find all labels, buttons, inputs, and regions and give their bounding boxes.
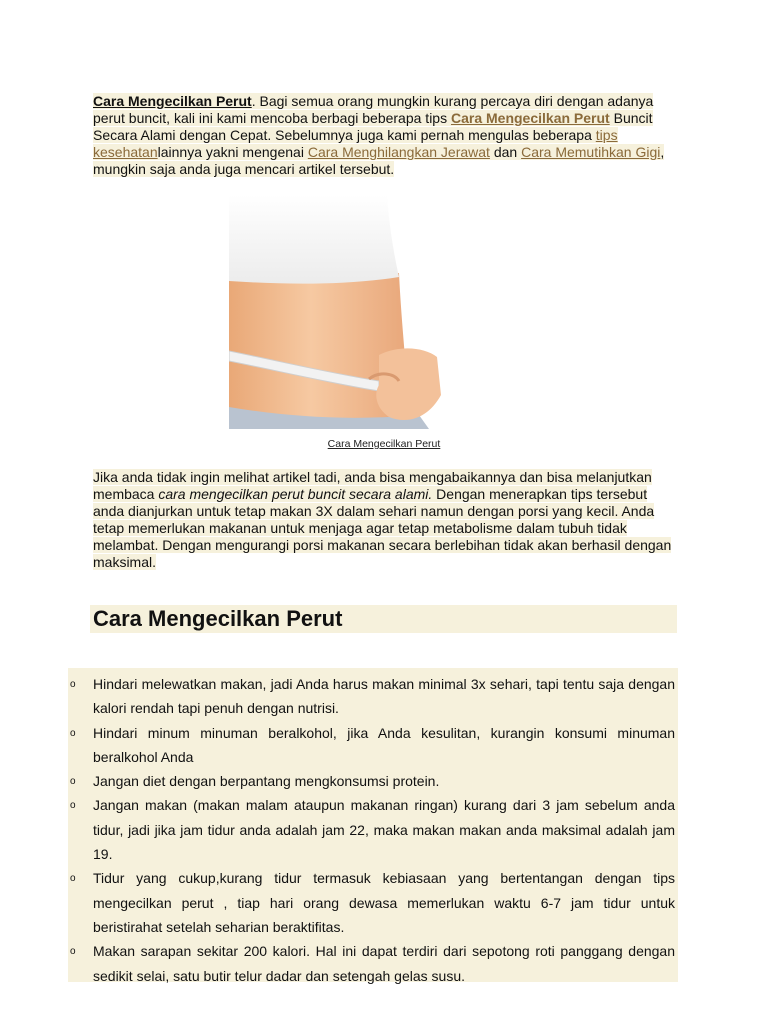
body-text-2: Dengan menerapkan tips tersebut anda dianjurkan untuk tetap makan 3X dalam sehari namun dengan porsi yang kecil. Anda tetap memerlukan makanan untuk menjaga agar tetap metabolisme dalam tubuh tidak melambat. Dengan mengurangi porsi makanan secara berlebihan tidak akan berhasil dengan maksimal. bbox=[93, 486, 672, 570]
body-text-1: Jika anda tidak ingin melihat artikel tadi, anda bisa mengabaikannya dan bisa melanjutkan membaca bbox=[93, 469, 652, 502]
list-item bbox=[68, 672, 678, 721]
tips-list bbox=[68, 672, 678, 988]
intro-text-4: dan bbox=[489, 144, 522, 160]
list-item-text: Hindari melewatkan makan, jadi Anda harus makan minimal 3x sehari, tapi tentu saja dengan kalori rendah tapi penuh dengan nutrisi. bbox=[93, 676, 675, 717]
section-heading: Cara Mengecilkan Perut bbox=[90, 605, 677, 633]
intro-text-1: . Bagi semua orang mungkin kurang percaya diri dengan adanya perut buncit, kali ini kami mencoba berbagi beberapa tips bbox=[93, 93, 654, 126]
bullet-icon: o bbox=[70, 873, 76, 885]
waist-measurement-photo bbox=[229, 195, 441, 429]
list-item-text: Hindari minum minuman beralkohol, jika Anda kesulitan, kurangin konsumi minuman beralkohol Anda bbox=[93, 724, 675, 765]
lead-link[interactable]: Cara Mengecilkan Perut bbox=[93, 93, 252, 109]
bullet-icon: o bbox=[70, 727, 76, 739]
figure-caption: Cara Mengecilkan Perut bbox=[327, 438, 441, 450]
list-item bbox=[68, 769, 678, 793]
list-item bbox=[68, 721, 678, 770]
intro-text-3: lainnya yakni mengenai bbox=[157, 144, 308, 160]
list-item bbox=[68, 939, 678, 988]
intro-paragraph bbox=[93, 93, 678, 178]
intro-text-2: Buncit Secara Alami dengan Cepat. Sebelumnya juga kami pernah mengulas beberapa bbox=[93, 110, 653, 143]
body-italic-text: cara mengecilkan perut buncit secara alami. bbox=[158, 486, 433, 502]
bullet-icon: o bbox=[70, 946, 76, 958]
bullet-icon: o bbox=[70, 679, 76, 690]
link-cara-mengecilkan-perut[interactable]: Cara Mengecilkan Perut bbox=[450, 110, 610, 126]
bullet-icon: o bbox=[70, 776, 76, 788]
list-item bbox=[68, 866, 678, 939]
link-cara-memutihkan-gigi[interactable]: Cara Memutihkan Gigi bbox=[521, 144, 661, 160]
list-item-text: Makan sarapan sekitar 200 kalori. Hal ini dapat terdiri dari sepotong roti panggang dengan sedikit selai, satu butir telur dadar dan setengah gelas susu. bbox=[93, 943, 675, 984]
bullet-icon: o bbox=[70, 800, 76, 812]
list-item-text: Jangan makan (makan malam ataupun makanan ringan) kurang dari 3 jam sebelum anda tidur, jadi jika jam tidur anda adalah jam 22, maka makan makan anda maksimal adalah jam 19. bbox=[93, 797, 675, 863]
link-cara-menghilangkan-jerawat[interactable]: Cara Menghilangkan Jerawat bbox=[307, 144, 490, 160]
list-item-text: Tidur yang cukup,kurang tidur termasuk kebiasaan yang bertentangan dengan tips mengecilkan perut , tiap hari orang dewasa memerlukan waktu 6-7 jam tidur untuk beristirahat setelah seharian beraktifitas. bbox=[93, 870, 675, 935]
list-item-text: Jangan diet dengan berpantang mengkonsumsi protein. bbox=[93, 773, 440, 790]
link-tips-kesehatan[interactable]: tips kesehatan bbox=[93, 127, 618, 160]
intro-text-5: , mungkin saja anda juga mencari artikel tersebut. bbox=[93, 144, 665, 177]
body-paragraph bbox=[93, 469, 678, 571]
list-item bbox=[68, 793, 678, 866]
